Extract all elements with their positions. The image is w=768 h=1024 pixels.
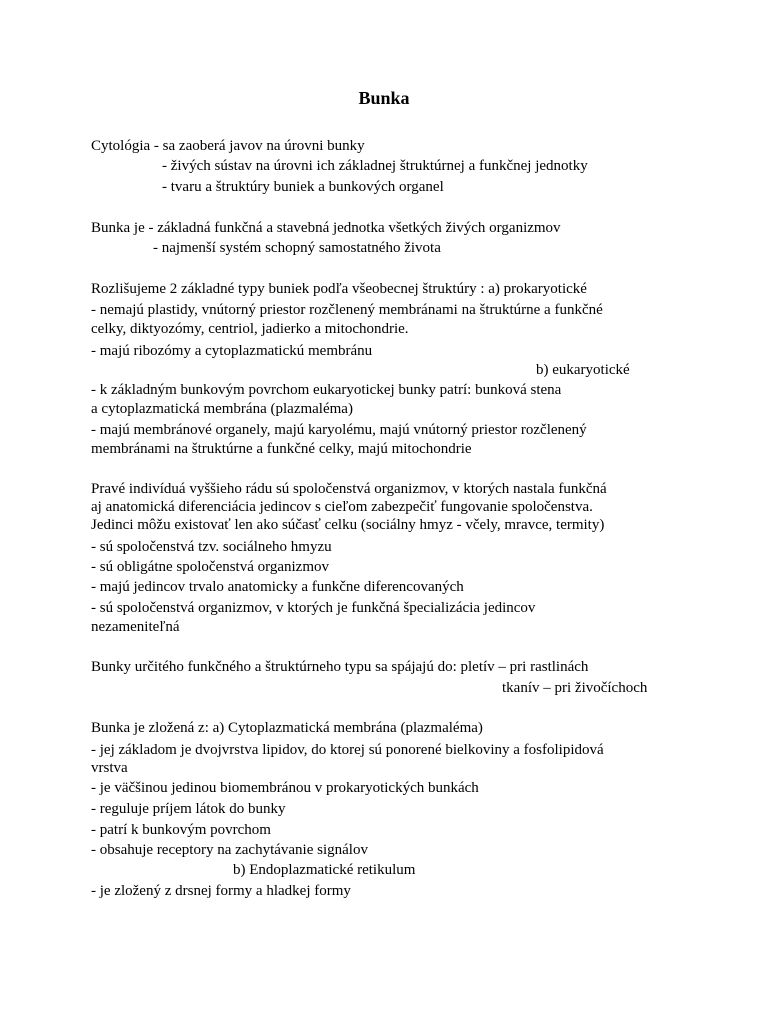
text-line: - reguluje príjem látok do bunky [91, 801, 286, 817]
text-line: Bunka je zložená z: a) Cytoplazmatická membrána (plazmaléma) [91, 720, 483, 736]
text-line: - nemajú plastidy, vnútorný priestor rozčlenený membránami na štruktúrne a funkčné [91, 302, 603, 318]
text-line: - je väčšinou jedinou biomembránou v prokaryotických bunkách [91, 780, 479, 796]
text-line: Pravé indivíduá vyššieho rádu sú spoločenstvá organizmov, v ktorých nastala funkčná [91, 481, 607, 497]
text-line: Bunky určitého funkčného a štruktúrneho typu sa spájajú do: pletív – pri rastlinách [91, 659, 589, 675]
text-line: - najmenší systém schopný samostatného života [153, 240, 441, 256]
text-line: - patrí k bunkovým povrchom [91, 822, 271, 838]
text-line: - jej základom je dvojvrstva lipidov, do ktorej sú ponorené bielkoviny a fosfolipidová [91, 742, 604, 758]
text-line: Rozlišujeme 2 základné typy buniek podľa všeobecnej štruktúry : a) prokaryotické [91, 281, 587, 297]
text-line: membránami na štruktúrne a funkčné celky, majú mitochondrie [91, 441, 472, 457]
text-line: b) Endoplazmatické retikulum [233, 862, 416, 878]
text-line: - živých sústav na úrovni ich základnej štruktúrnej a funkčnej jednotky [162, 158, 588, 174]
text-line: - majú membránové organely, majú karyolému, majú vnútorný priestor rozčlenený [91, 422, 587, 438]
text-line: - tvaru a štruktúry buniek a bunkových organel [162, 179, 444, 195]
text-line: - sú obligátne spoločenstvá organizmov [91, 559, 330, 575]
text-line: aj anatomická diferenciácia jedincov s cieľom zabezpečiť fungovanie spoločenstva. [91, 499, 593, 515]
text-line: b) eukaryotické [536, 362, 630, 378]
text-line: - majú jedincov trvalo anatomicky a funkčne diferencovaných [91, 579, 464, 595]
text-line: nezameniteľná [91, 619, 180, 635]
text-line: - sú spoločenstvá tzv. sociálneho hmyzu [91, 539, 332, 555]
text-line: - k základným bunkovým povrchom eukaryotickej bunky patrí: bunková stena [91, 382, 562, 398]
document-title: Bunka [358, 88, 410, 108]
text-line: - sú spoločenstvá organizmov, v ktorých je funkčná špecializácia jedincov [91, 600, 536, 616]
text-line: vrstva [91, 760, 128, 776]
text-line: Cytológia - sa zaoberá javov na úrovni bunky [91, 138, 365, 154]
text-line: celky, diktyozómy, centriol, jadierko a mitochondrie. [91, 321, 409, 337]
text-line: - majú ribozómy a cytoplazmatickú membránu [91, 343, 373, 359]
text-line: Bunka je - základná funkčná a stavebná jednotka všetkých živých organizmov [91, 220, 561, 236]
text-line: - obsahuje receptory na zachytávanie signálov [91, 842, 368, 858]
text-line: Jedinci môžu existovať len ako súčasť celku (sociálny hmyz - včely, mravce, termity) [91, 517, 605, 533]
text-line: tkanív – pri živočíchoch [502, 680, 648, 696]
text-line: a cytoplazmatická membrána (plazmaléma) [91, 401, 353, 417]
text-line: - je zložený z drsnej formy a hladkej formy [91, 883, 351, 899]
